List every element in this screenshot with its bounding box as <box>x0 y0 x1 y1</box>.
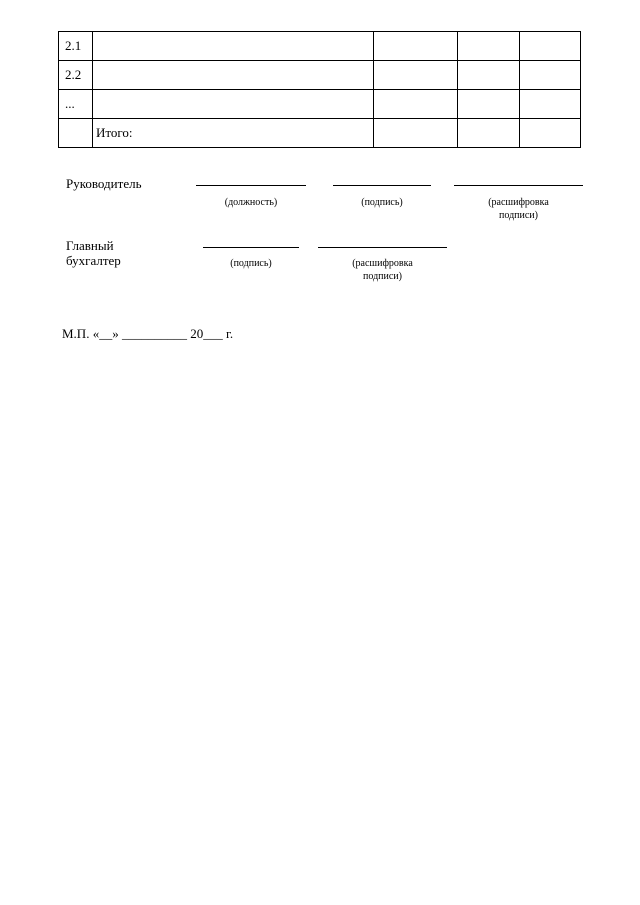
table-row <box>59 61 581 90</box>
table-cell <box>374 61 458 90</box>
row-number: ... <box>59 90 93 119</box>
row-number: 2.1 <box>59 32 93 61</box>
accountant-signature-line[interactable] <box>203 247 299 248</box>
table-cell <box>458 32 520 61</box>
table-cell <box>520 119 581 148</box>
accountant-decode-caption-line2: подписи) <box>363 271 402 282</box>
signature-line[interactable] <box>333 185 431 186</box>
table-cell <box>458 90 520 119</box>
accountant-decode-line[interactable] <box>318 247 447 248</box>
decode-line[interactable] <box>454 185 583 186</box>
accountant-role-line1: Главный <box>66 238 114 253</box>
report-table <box>58 31 581 148</box>
row-number <box>59 119 93 148</box>
decode-caption <box>454 196 583 222</box>
row-number: 2.2 <box>59 61 93 90</box>
position-caption: (должность) <box>224 197 278 208</box>
table-row <box>59 32 581 61</box>
accountant-signature-caption: (подпись) <box>230 258 272 269</box>
stamp-date-line: М.П. «__» __________ 20___ г. <box>62 326 234 341</box>
row-label <box>93 32 374 61</box>
table-cell <box>374 90 458 119</box>
row-label <box>93 61 374 90</box>
position-line[interactable] <box>196 185 306 186</box>
table-cell <box>520 32 581 61</box>
table-cell <box>458 61 520 90</box>
accountant-decode-caption <box>318 257 447 283</box>
table-cell <box>374 32 458 61</box>
table-row-total <box>59 119 581 148</box>
row-label <box>93 90 374 119</box>
table-cell <box>374 119 458 148</box>
accountant-role-line2: бухгалтер <box>66 253 121 268</box>
table-cell <box>520 61 581 90</box>
signature-caption: (подпись) <box>361 197 403 208</box>
accountant-decode-caption-line1: (расшифровка <box>352 258 413 269</box>
table-row <box>59 90 581 119</box>
total-label: Итого: <box>93 119 374 148</box>
decode-caption-line1: (расшифровка <box>488 197 549 208</box>
decode-caption-line2: подписи) <box>499 210 538 221</box>
accountant-role <box>66 238 121 268</box>
director-role: Руководитель <box>66 176 142 191</box>
table-cell <box>520 90 581 119</box>
table-cell <box>458 119 520 148</box>
